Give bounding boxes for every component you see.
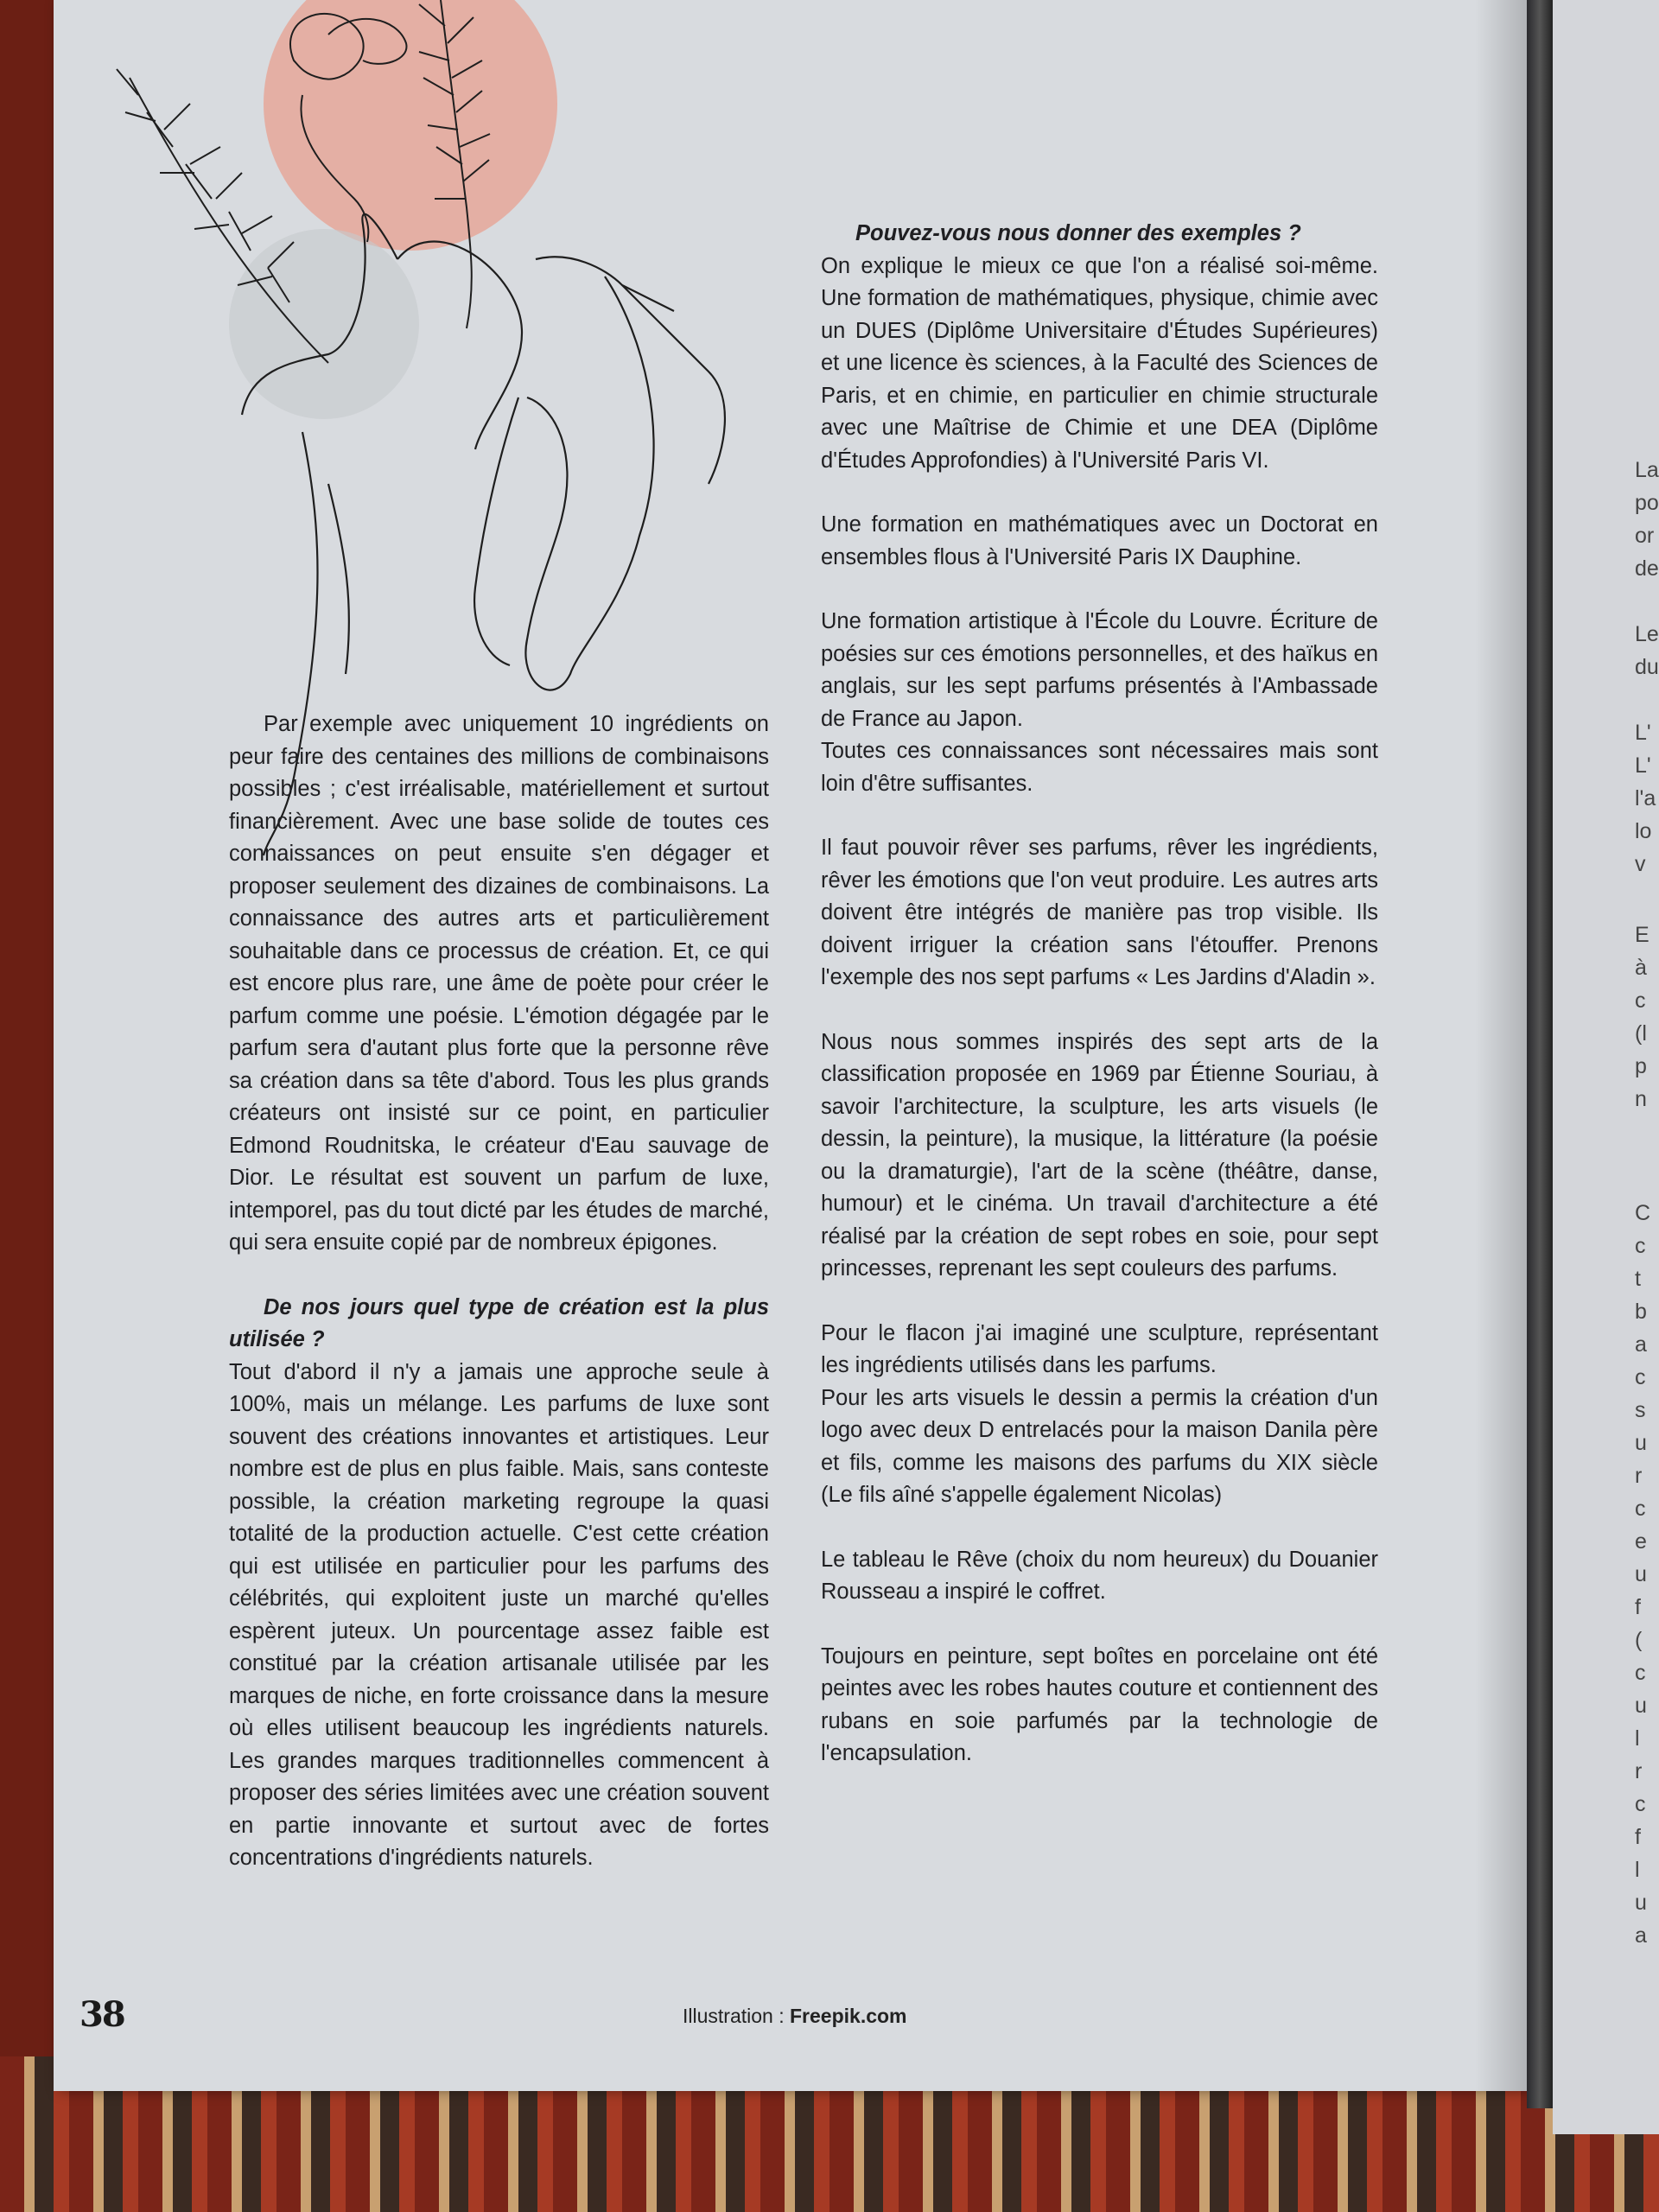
- next-page-fragment: b: [1635, 1300, 1647, 1324]
- next-page-fragment: a: [1635, 1332, 1647, 1357]
- book-gutter: [1527, 0, 1553, 2108]
- table-edge: [0, 0, 60, 2117]
- next-page-fragment: u: [1635, 1891, 1647, 1915]
- left-question-heading: De nos jours quel type de création est la plus utilisée ?: [229, 1294, 769, 1351]
- right-paragraph-4: Il faut pouvoir rêver ses parfums, rêver les ingrédients, rêver les émotions que l'on veut produire. Les autres arts doivent être intégrés de manière pas trop visible. Ils doivent irriguer la création sans l'étouffer. Prenons l'exemple des nos sept parfums « Les Jardins d'Aladin ».: [821, 836, 1378, 989]
- next-page-fragment: f: [1635, 1825, 1641, 1849]
- next-page-fragment: c: [1635, 1661, 1646, 1685]
- next-page-fragment: l: [1635, 1726, 1640, 1751]
- next-page: [1553, 0, 1659, 2134]
- gray-watercolor-circle: [229, 229, 419, 419]
- right-paragraph-2: Une formation en mathématiques avec un Doctorat en ensembles flous à l'Université Paris IX Dauphine.: [821, 512, 1378, 569]
- next-page-fragment: à: [1635, 956, 1647, 980]
- right-column: [821, 218, 1378, 1802]
- illustration-credit: [683, 2005, 907, 2028]
- next-page-fragment: (l: [1635, 1021, 1647, 1046]
- right-paragraph-1: On explique le mieux ce que l'on a réalisé soi-même. Une formation de mathématiques, physique, chimie avec un DUES (Diplôme Universitaire d'Études Supérieures) et une licence ès sciences, à la Faculté des Sciences de Paris, et en chimie, en particulier en chimie structurale avec une Maîtrise de Chimie et une DEA (Diplôme d'Études Approfondies) à l'Université Paris VI.: [821, 253, 1378, 473]
- next-page-fragment: L': [1635, 721, 1651, 745]
- next-page-fragment: p: [1635, 1054, 1647, 1078]
- next-page-fragment: u: [1635, 1562, 1647, 1586]
- right-paragraph-8: Toujours en peinture, sept boîtes en porcelaine ont été peintes avec les robes hautes couture et contiennent des rubans en soie parfumés par la technologie de l'encapsulation.: [821, 1643, 1379, 1765]
- next-page-fragment: c: [1635, 1234, 1646, 1258]
- next-page-fragment: du: [1635, 655, 1659, 679]
- next-page-fragment: f: [1635, 1595, 1641, 1619]
- right-paragraph-3: Une formation artistique à l'École du Louvre. Écriture de poésies sur ces émotions personnelles, et des haïkus en anglais, sur les sept parfums présentés à l'Ambassade de France au Japon.: [821, 609, 1378, 731]
- left-paragraph-1: Par exemple avec uniquement 10 ingrédients on peur faire des centaines des millions de combinaisons possibles ; c'est irréalisable, matériellement et surtout financièrement. Avec une base solide de toutes ces connaissances on peut ensuite s'en dégager et proposer seulement des dizaines de combinaisons. La connaissance des autres arts et particulièrement souhaitable dans ce processus de création. Et, ce qui est encore plus rare, une âme de poète pour créer le parfum comme une poésie. L'émotion dégagée par le parfum sera d'autant plus forte que la personne rêve sa création dans sa tête d'abord. Tous les plus grands créateurs ont insisté sur ce point, en particulier Edmond Roudnitska, le créateur d'Eau sauvage de Dior. Le résultat est souvent un parfum de luxe, intemporel, pas du tout dicté par les études de marché, qui sera ensuite copié par de nombreux épigones.: [229, 712, 769, 1255]
- next-page-fragment: r: [1635, 1759, 1643, 1783]
- next-page-fragment: c: [1635, 1497, 1646, 1521]
- next-page-fragment: l'a: [1635, 786, 1656, 810]
- next-page-fragment: s: [1635, 1398, 1646, 1422]
- next-page-fragment: l: [1635, 1858, 1640, 1882]
- next-page-fragment: v: [1635, 852, 1646, 876]
- next-page-fragment: lo: [1635, 819, 1652, 843]
- next-page-fragment: e: [1635, 1529, 1647, 1554]
- credit-source: Freepik.com: [790, 2005, 907, 2027]
- right-paragraph-6b: Pour les arts visuels le dessin a permis la création d'un logo avec deux D entrelacés pour la maison Danila père et fils, comme les maisons des parfums du XIX siècle (Le fils aîné s'appelle également Nicolas): [821, 1385, 1378, 1507]
- next-page-fragment: u: [1635, 1694, 1647, 1718]
- next-page-fragment: c: [1635, 1792, 1646, 1816]
- next-page-fragment: r: [1635, 1464, 1643, 1488]
- right-paragraph-6: Pour le flacon j'ai imaginé une sculpture, représentant les ingrédients utilisés dans les parfums.: [821, 1320, 1378, 1377]
- page-number: 38: [79, 1994, 124, 2035]
- left-column: [229, 709, 769, 1875]
- pink-watercolor-circle: [264, 0, 557, 251]
- right-paragraph-7: Le tableau le Rêve (choix du nom heureux) du Douanier Rousseau a inspiré le coffret.: [821, 1547, 1378, 1604]
- next-page-fragment: Le: [1635, 622, 1659, 646]
- next-page-fragment: u: [1635, 1431, 1647, 1455]
- next-page-fragment: C: [1635, 1201, 1651, 1225]
- next-page-fragment: c: [1635, 1365, 1646, 1389]
- credit-label: Illustration :: [683, 2005, 785, 2027]
- next-page-fragment: n: [1635, 1087, 1647, 1111]
- right-question-heading: Pouvez-vous nous donner des exemples ?: [855, 221, 1301, 245]
- next-page-fragment: t: [1635, 1267, 1641, 1291]
- right-paragraph-5: Nous nous sommes inspirés des sept arts de la classification proposée en 1969 par Étienne Souriau, à savoir l'architecture, la sculpture, les arts visuels (le dessin, la peinture), la musique, la littérature (la poésie ou la dramaturgie), l'art de la scène (théâtre, danse, humour) et le cinéma. Un travail d'architecture a été réalisé par la création de sept robes en soie, pour sept princesses, reprenant les sept couleurs des parfums.: [821, 1029, 1378, 1281]
- next-page-fragment: a: [1635, 1923, 1647, 1948]
- next-page-fragment: c: [1635, 988, 1646, 1013]
- next-page-fragment: po: [1635, 491, 1659, 515]
- next-page-fragment: E: [1635, 923, 1649, 947]
- next-page-fragment: or: [1635, 524, 1655, 548]
- right-paragraph-3b: Toutes ces connaissances sont nécessaires mais sont loin d'être suffisantes.: [821, 739, 1378, 796]
- left-paragraph-2: Tout d'abord il n'y a jamais une approche seule à 100%, mais un mélange. Les parfums de luxe sont souvent des créations innovantes et artistiques. Leur nombre est de plus en plus faible. Mais, sans conteste possible, la création marketing regroupe la quasi totalité de la production actuelle. C'est cette création qui est utilisée en particulier pour les parfums des célébrités, qui exploitent juste un marché qu'elles espèrent juteux. Un pourcentage assez faible est constitué par la création artisanale utilisée par les marques de niche, en forte croissance dans la mesure où elles utilisent beaucoup les ingrédients naturels. Les grandes marques traditionnelles commencent à proposer des séries limitées avec une création souvent en partie innovante et surtout avec de fortes concentrations d'ingrédients naturels.: [229, 1359, 769, 1870]
- next-page-fragment: L': [1635, 753, 1651, 778]
- next-page-fragment: La: [1635, 458, 1659, 482]
- next-page-fragment: (: [1635, 1628, 1643, 1652]
- next-page-fragment: de: [1635, 556, 1659, 581]
